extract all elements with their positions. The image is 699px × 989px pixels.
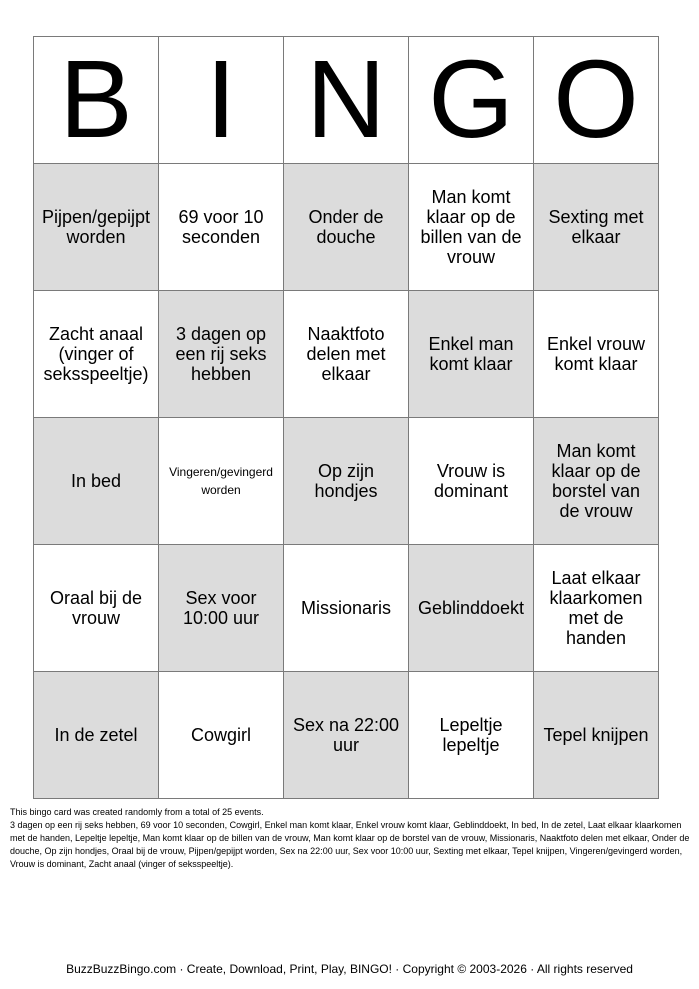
bingo-cell: Missionaris — [284, 545, 409, 672]
card-footnote — [10, 806, 690, 871]
bingo-cell: In bed — [34, 418, 159, 545]
bingo-cell: Onder de douche — [284, 164, 409, 291]
bingo-cell: Sex voor 10:00 uur — [159, 545, 284, 672]
bingo-cell: Sex na 22:00 uur — [284, 672, 409, 799]
bingo-cell: Enkel vrouw komt klaar — [534, 291, 659, 418]
bingo-cell: Man komt klaar op de billen van de vrouw — [409, 164, 534, 291]
bingo-cell: Oraal bij de vrouw — [34, 545, 159, 672]
bingo-header-row — [34, 37, 659, 164]
bingo-cell: Tepel knijpen — [534, 672, 659, 799]
bingo-cell: Zacht anaal (vinger of seksspeeltje) — [34, 291, 159, 418]
bingo-cell: Pijpen/gepijpt worden — [34, 164, 159, 291]
bingo-cell: 69 voor 10 seconden — [159, 164, 284, 291]
header-letter-b: B — [34, 37, 159, 164]
bingo-cell: Enkel man komt klaar — [409, 291, 534, 418]
bingo-cell: Geblinddoekt — [409, 545, 534, 672]
bingo-cell: Vrouw is dominant — [409, 418, 534, 545]
bingo-cell: Sexting met elkaar — [534, 164, 659, 291]
bingo-cell: In de zetel — [34, 672, 159, 799]
bingo-row — [34, 291, 659, 418]
bingo-card — [33, 36, 659, 799]
bingo-row — [34, 164, 659, 291]
header-letter-g: G — [409, 37, 534, 164]
bingo-row — [34, 672, 659, 799]
bingo-cell: Laat elkaar klaarkomen met de handen — [534, 545, 659, 672]
bingo-cell: Lepeltje lepeltje — [409, 672, 534, 799]
site-footer: BuzzBuzzBingo.com · Create, Download, Print, Play, BINGO! · Copyright © 2003-2026 · All rights reserved — [66, 962, 633, 976]
bingo-row — [34, 418, 659, 545]
footnote-event-list: 3 dagen op een rij seks hebben, 69 voor 10 seconden, Cowgirl, Enkel man komt klaar, Enkel vrouw komt klaar, Geblinddoekt, In bed, In de zetel, Laat elkaar klaarkomen met de handen, Lepeltje lepeltje, Man komt klaar op de billen van de vrouw, Man komt klaar op de borstel van de vrouw, Missionaris, Naaktfoto delen met elkaar, Onder de douche, Op zijn hondjes, Oraal bij de vrouw, Pijpen/gepijpt worden, Sex na 22:00 uur, Sex voor 10:00 uur, Sexting met elkaar, Tepel knijpen, Vingeren/gevingerd worden, Vrouw is dominant, Zacht anaal (vinger of seksspeeltje). — [10, 820, 690, 869]
bingo-cell: Op zijn hondjes — [284, 418, 409, 545]
header-letter-i: I — [159, 37, 284, 164]
bingo-cell: Naaktfoto delen met elkaar — [284, 291, 409, 418]
header-letter-n: N — [284, 37, 409, 164]
bingo-cell: 3 dagen op een rij seks hebben — [159, 291, 284, 418]
bingo-cell: Vingeren/gevingerd worden — [159, 418, 284, 545]
bingo-row — [34, 545, 659, 672]
header-letter-o: O — [534, 37, 659, 164]
bingo-cell: Man komt klaar op de borstel van de vrouw — [534, 418, 659, 545]
footnote-summary: This bingo card was created randomly from a total of 25 events. — [10, 807, 264, 817]
bingo-cell: Cowgirl — [159, 672, 284, 799]
